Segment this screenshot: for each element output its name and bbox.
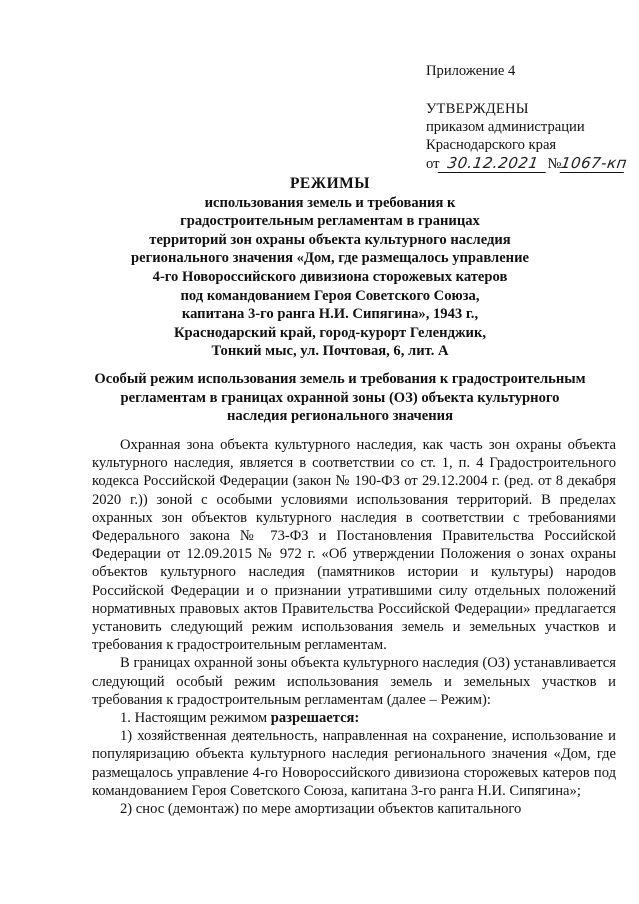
title-line: 4-го Новороссийского дивизиона сторожевых катеров: [152, 268, 508, 285]
allowed-prefix: 1. Настоящим режимом: [120, 710, 271, 727]
section-heading-line: Особый режим использования земель и требования к градостроительным: [94, 371, 586, 387]
title-line: под командованием Героя Советского Союза,: [180, 287, 480, 304]
title-line: Краснодарский край, город-курорт Геленджик,: [173, 324, 487, 341]
appendix-label: Приложение 4: [426, 63, 516, 79]
section-heading-line: регламентам в границах охранной зоны (ОЗ) объекта культурного: [120, 389, 560, 406]
title-line: Тонкий мыс, ул. Почтовая, 6, лит. А: [211, 343, 449, 360]
title-line: территорий зон охраны объекта культурного наследия: [149, 231, 511, 248]
section-heading: [60, 370, 620, 426]
title-line: регионального значения «Дом, где размещалось управление: [131, 250, 529, 267]
handwritten-number: 1067-кп: [560, 154, 629, 172]
document-body: [92, 436, 616, 818]
approved-label: УТВЕРЖДЕНЫ: [426, 101, 529, 117]
allowed-bold: разрешается:: [270, 710, 360, 727]
section-heading-line: наследия регионального значения: [227, 408, 453, 424]
title-line: использования земель и требования к: [204, 194, 456, 211]
paragraph-allowed: [92, 709, 616, 727]
number-prefix: №: [547, 156, 562, 172]
title-line: градостроительным регламентам в границах: [180, 213, 480, 230]
title-head: РЕЖИМЫ: [289, 175, 371, 192]
approval-date-line: [426, 154, 636, 173]
paragraph-regime-intro: В границах охранной зоны объекта культурного наследия (ОЗ) устанавливается следующий особый режим использования земель и земельных участков и требования к градостроительным регламентам (далее – Режим):: [92, 655, 616, 708]
date-prefix: от: [426, 156, 440, 172]
approval-line-1: приказом администрации: [426, 119, 585, 135]
document-title: [60, 175, 600, 361]
paragraph-item-1: 1) хозяйственная деятельность, направленная на сохранение, использование и популяризацию объекта культурного наследия регионального значения «Дом, где размещалось управление 4-го Новороссийского дивизиона сторожевых катеров под командованием Героя Советского Союза, капитана 3-го ранга Н.И. Сипягина»;: [92, 728, 616, 799]
paragraph-protection-zone: Охранная зона объекта культурного наследия, как часть зон охраны объекта культурного наследия, является в соответствии со ст. 1, п. 4 Градостроительного кодекса Российской Федерации (закон № 190-ФЗ от 29.12.2004 г. (ред. от 8 декабря 2020 г.)) зоной с особыми условиями использования территорий. В пределах охранных зон объектов культурного наследия в соответствии с требованиями Федерального закона № 73-ФЗ и Постановления Правительства Российской Федерации от 12.09.2015 № 972 г. «Об утверждении Положения о зонах охраны объектов культурного наследия (памятников истории и культуры) народов Российской Федерации и о признании утратившими силу отдельных положений нормативных правовых актов Правительства Российской Федерации» предлагается установить следующий режим использования земель и земельных участков и требования к градостроительным регламентам.: [92, 437, 616, 654]
approval-block: [426, 62, 636, 173]
handwritten-date: 30.12.2021: [438, 154, 549, 173]
paragraph-item-2: 2) снос (демонтаж) по мере амортизации объектов капитального: [120, 801, 522, 818]
approval-line-2: Краснодарского края: [426, 137, 557, 153]
title-line: капитана 3-го ранга Н.И. Сипягина», 1943 г.,: [181, 306, 479, 323]
